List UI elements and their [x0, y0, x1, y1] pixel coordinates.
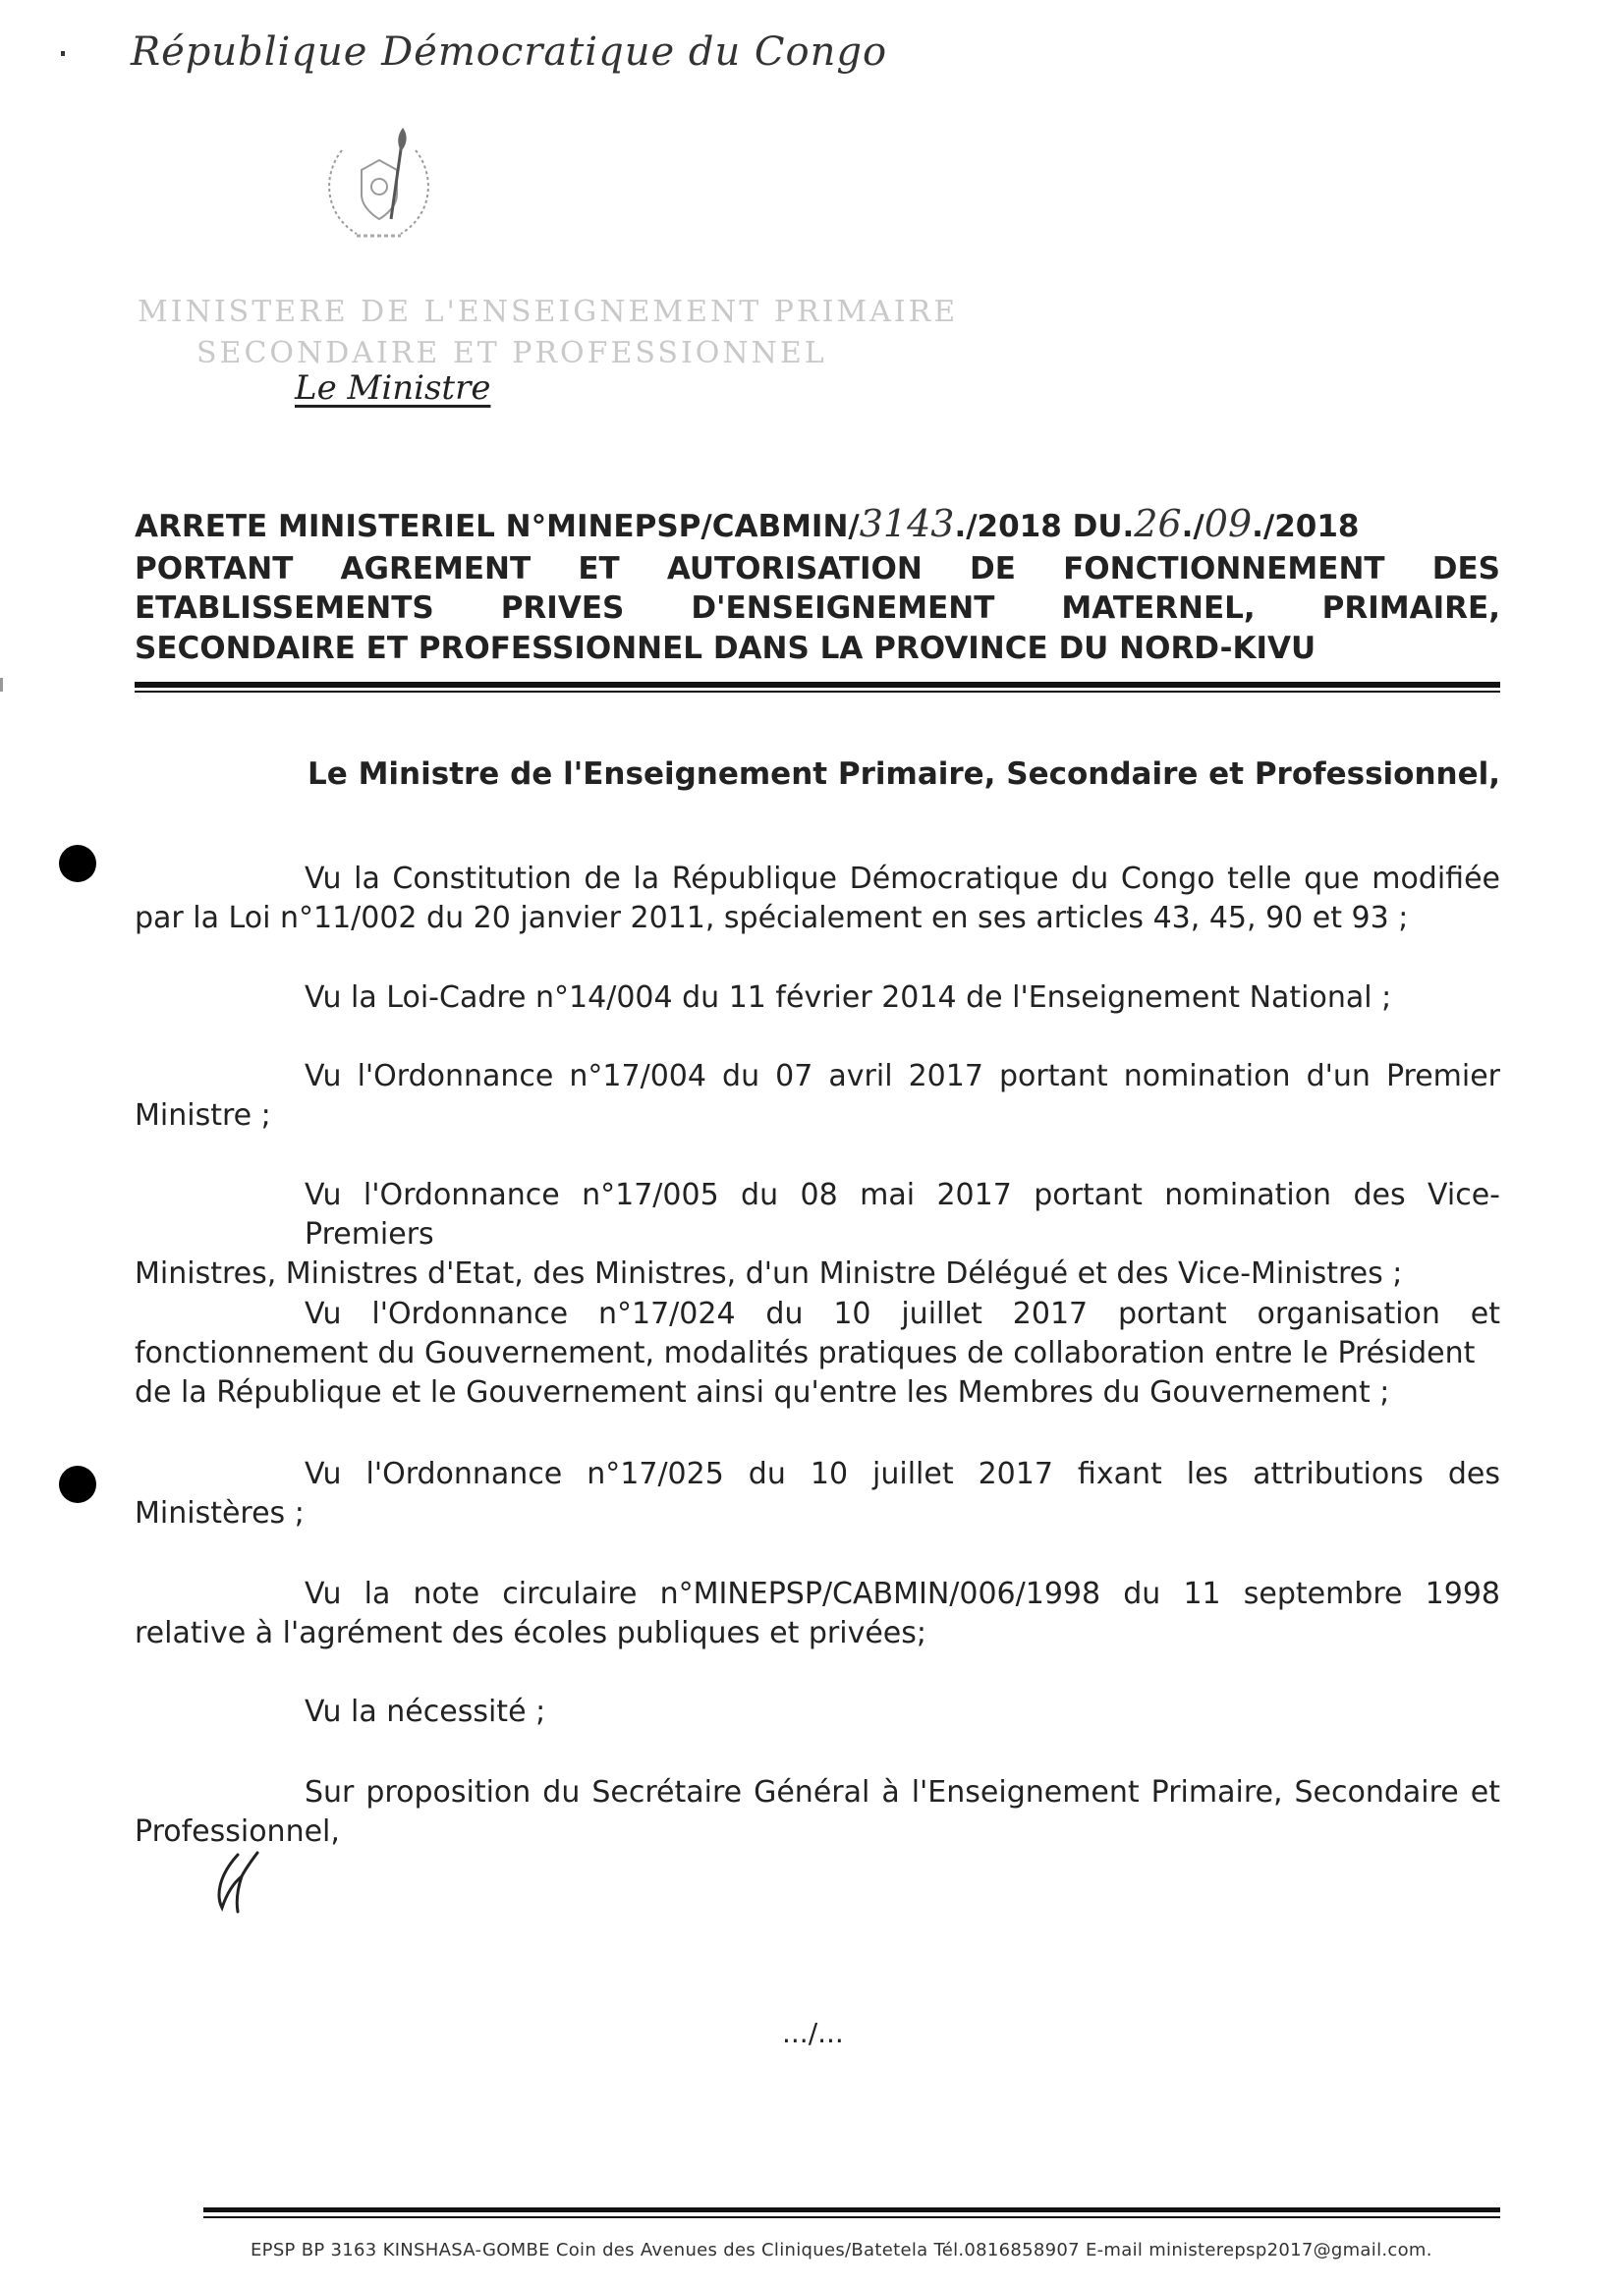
minister-subtitle: Le Ministre de l'Enseignement Primaire, Secondaire et Professionnel, — [308, 756, 1501, 792]
recital-line: Ministre ; — [135, 1098, 271, 1133]
title-word: DE — [970, 551, 1016, 586]
decree-prefix: ARRETE MINISTERIEL N°MINEPSP/CABMIN/ — [135, 509, 860, 544]
title-word: PORTANT — [135, 551, 294, 586]
decree-date-sep: ./ — [1181, 509, 1204, 544]
decree-mid: ./2018 DU. — [954, 509, 1135, 544]
title-word: PRIMAIRE, — [1321, 590, 1500, 626]
recital-line: Professionnel, — [135, 1814, 340, 1849]
title-word: ETABLISSEMENTS — [135, 590, 434, 626]
recital-line: Vu la nécessité ; — [305, 1695, 546, 1729]
title-word: FONCTIONNEMENT — [1063, 551, 1385, 586]
recital-line: relative à l'agrément des écoles publiques et privées; — [135, 1616, 927, 1650]
recital-ordonnance-17-025 — [135, 1455, 1500, 1534]
title-divider — [135, 682, 1500, 688]
republic-heading: République Démocratique du Congo — [131, 29, 888, 75]
footer-address: EPSP BP 3163 KINSHASA-GOMBE Coin des Avenues des Cliniques/Batetela Tél.0816858907 E-mail ministerepsp2017@gmail.com. — [251, 2240, 1432, 2260]
title-word: MATERNEL, — [1061, 590, 1256, 626]
minister-heading: Le Ministre — [295, 368, 491, 408]
recital-proposition — [135, 1773, 1500, 1852]
recital-ordonnance-17-005 — [135, 1176, 1500, 1294]
scan-mark — [61, 51, 65, 56]
recital-line: fonctionnement du Gouvernement, modalités pratiques de collaboration entre le Président — [135, 1336, 1476, 1370]
ministry-faded-line-2: SECONDAIRE ET PROFESSIONNEL — [196, 336, 827, 370]
footer-divider-thin — [203, 2216, 1500, 2218]
handwritten-initials — [208, 1847, 267, 1916]
title-word: DES — [1431, 551, 1500, 586]
handwritten-month: 09 — [1204, 502, 1253, 545]
recital-line: de la République et le Gouvernement ainsi qu'entre les Membres du Gouvernement ; — [135, 1375, 1390, 1410]
decree-number-line — [135, 504, 1500, 546]
title-word: AGREMENT — [340, 551, 532, 586]
decree-suffix: ./2018 — [1252, 509, 1360, 544]
title-divider-thin — [135, 691, 1500, 693]
handwritten-day: 26 — [1134, 502, 1182, 545]
title-word: D'ENSEIGNEMENT — [691, 590, 995, 626]
recital-line: Vu la Loi-Cadre n°14/004 du 11 février 2014 de l'Enseignement National ; — [305, 980, 1392, 1015]
punch-hole-mark — [59, 845, 96, 882]
recital-line: Vu l'Ordonnance n°17/024 du 10 juillet 2017 portant organisation et — [305, 1297, 1500, 1331]
recital-loi-cadre — [135, 978, 1500, 1018]
title-word: AUTORISATION — [666, 551, 923, 586]
recital-line: Vu la Constitution de la République Démocratique du Congo telle que modifiée — [305, 862, 1500, 896]
recital-line: Ministres, Ministres d'Etat, des Ministres, d'un Ministre Délégué et des Vice-Ministres ; — [135, 1256, 1403, 1291]
recital-line: Vu la note circulaire n°MINEPSP/CABMIN/006/1998 du 11 septembre 1998 — [305, 1577, 1500, 1611]
recital-line: Sur proposition du Secrétaire Général à l'Enseignement Primaire, Secondaire et — [305, 1775, 1500, 1810]
recital-line: Vu l'Ordonnance n°17/005 du 08 mai 2017 portant nomination des Vice-Premiers — [305, 1178, 1500, 1252]
recital-ordonnance-17-024 — [135, 1295, 1500, 1413]
punch-hole-mark — [59, 1466, 96, 1503]
recital-line: Vu l'Ordonnance n°17/025 du 10 juillet 2017 fixant les attributions des — [305, 1457, 1500, 1491]
footer-divider — [203, 2207, 1500, 2212]
title-word: ET — [578, 551, 620, 586]
recital-constitution — [135, 860, 1500, 938]
title-word: PRIVES — [500, 590, 625, 626]
continuation-mark: .../... — [782, 2017, 844, 2049]
decree-title-line-2 — [135, 549, 1500, 588]
coat-of-arms-emblem — [312, 126, 445, 249]
recital-line: par la Loi n°11/002 du 20 janvier 2011, spécialement en ses articles 43, 45, 90 et 93 ; — [135, 901, 1409, 935]
recital-ordonnance-17-004 — [135, 1057, 1500, 1136]
handwritten-decree-number: 3143 — [859, 502, 955, 545]
recital-line: Vu l'Ordonnance n°17/004 du 07 avril 2017 portant nomination d'un Premier — [305, 1059, 1500, 1093]
recital-line: Ministères ; — [135, 1496, 305, 1531]
decree-title-line-3 — [135, 588, 1500, 628]
scan-edge-mark — [0, 678, 3, 692]
ministry-faded-line-1: MINISTERE DE L'ENSEIGNEMENT PRIMAIRE — [138, 295, 959, 329]
decree-title-line-4: SECONDAIRE ET PROFESSIONNEL DANS LA PROVINCE DU NORD-KIVU — [135, 631, 1316, 666]
recital-necessite — [135, 1693, 1500, 1732]
recital-note-circulaire — [135, 1575, 1500, 1653]
